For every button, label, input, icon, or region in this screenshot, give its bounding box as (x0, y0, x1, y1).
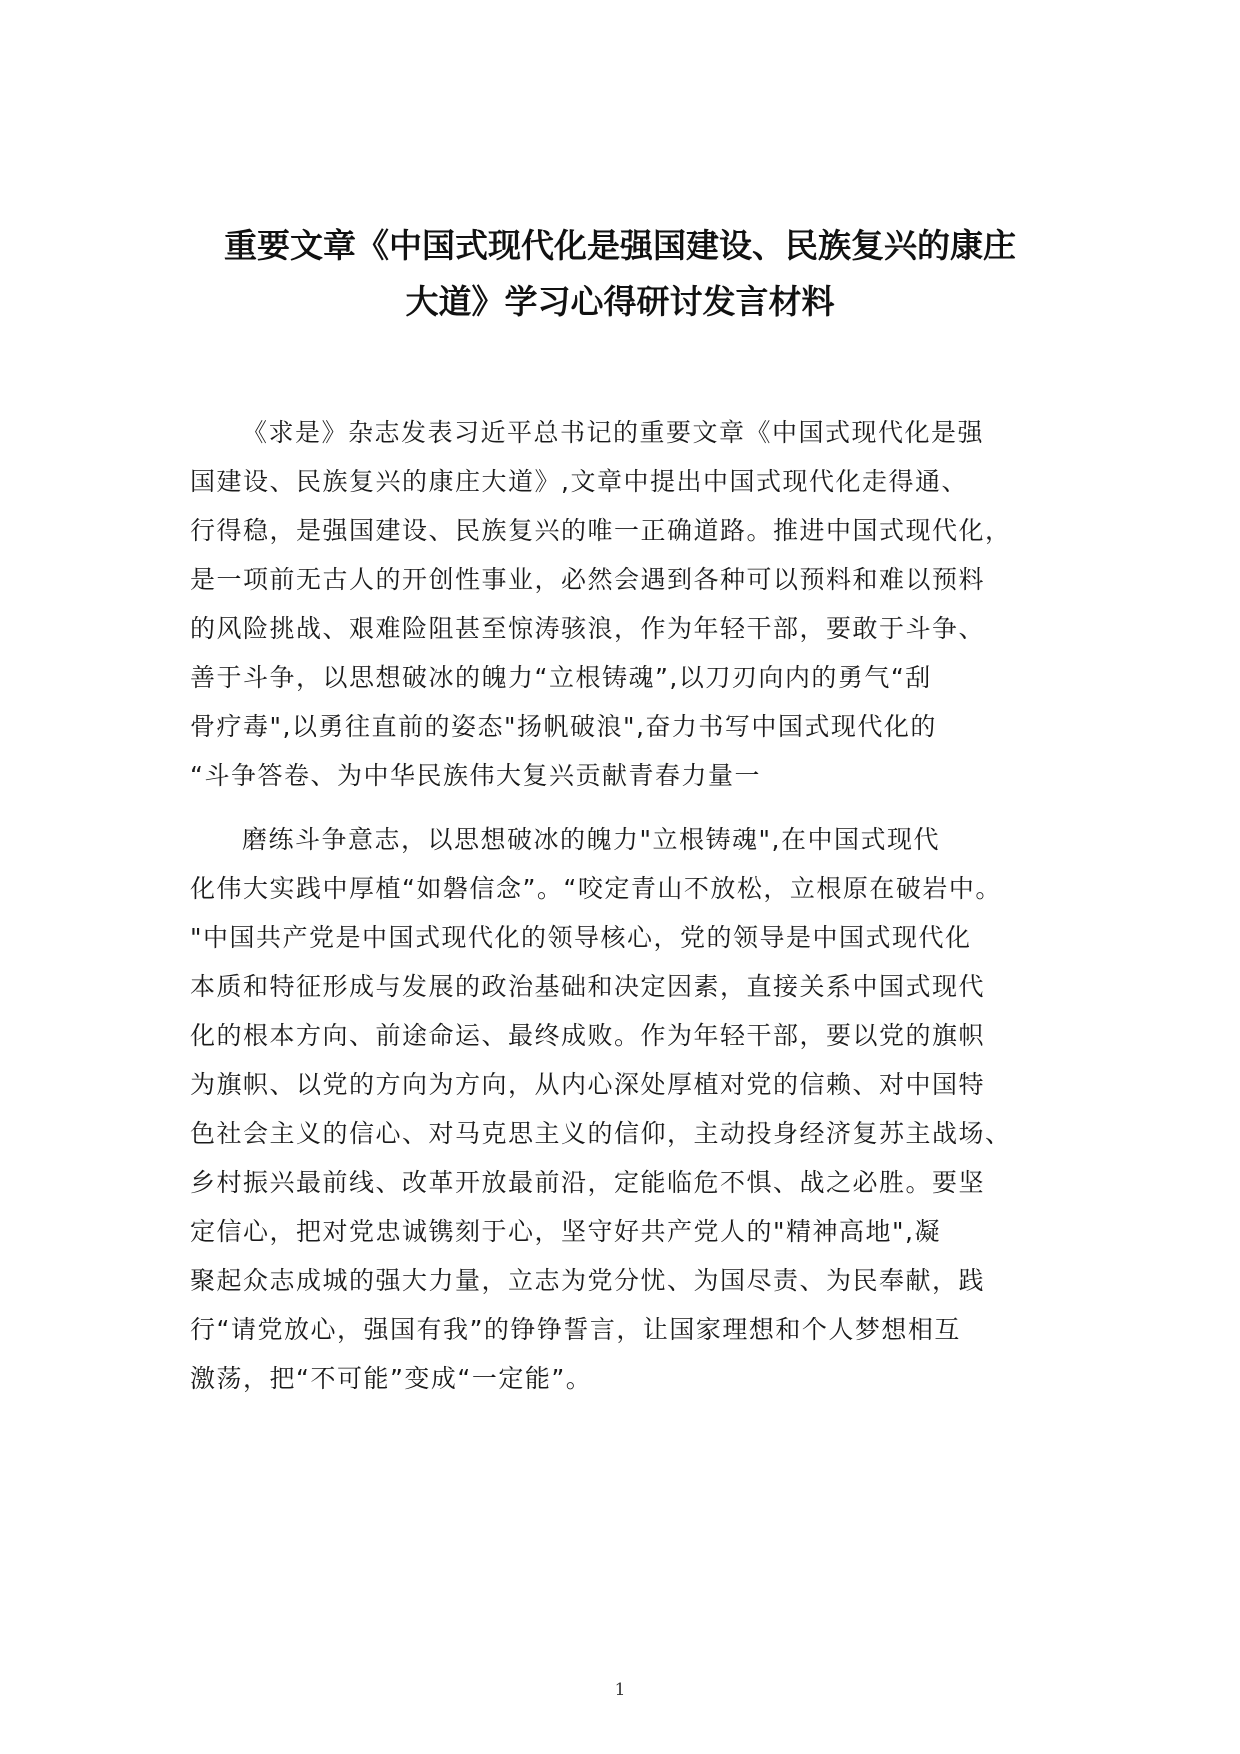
title-line: 大道》学习心得研讨发言材料 (405, 282, 835, 321)
text-line: 善于斗争，以思想破冰的魄力“立根铸魂”,以刀刃向内的勇气“刮 (190, 663, 932, 692)
text-line: 骨疗毒",以勇往直前的姿态"扬帆破浪",奋力书写中国式现代化的 (190, 712, 937, 741)
text-line: 为旗帜、以党的方向为方向，从内心深处厚植对党的信赖、对中国特 (190, 1070, 986, 1099)
text-line: 化伟大实践中厚植“如磐信念”。“咬定青山不放松，立根原在破岩中。 (190, 874, 1002, 903)
text-line: 定信心，把对党忠诚镌刻于心，坚守好共产党人的"精神高地",凝 (190, 1217, 941, 1246)
text-line: 的风险挑战、艰难险阻甚至惊涛骇浪，作为年轻干部，要敢于斗争、 (190, 614, 986, 643)
paragraph-2 (190, 815, 1050, 1403)
text-line: 磨练斗争意志，以思想破冰的魄力"立根铸魂",在中国式现代 (242, 825, 940, 854)
text-line: 《求是》杂志发表习近平总书记的重要文章《中国式现代化是强 (242, 418, 985, 447)
text-line: 行得稳，是强国建设、民族复兴的唯一正确道路。推进中国式现代化， (190, 516, 1012, 545)
text-line: 色社会主义的信心、对马克思主义的信仰，主动投身经济复苏主战场、 (190, 1119, 1012, 1148)
title-line: 重要文章《中国式现代化是强国建设、民族复兴的康庄 (224, 226, 1016, 265)
text-line: 激荡，把“不可能”变成“一定能”。 (190, 1364, 593, 1393)
text-line: 本质和特征形成与发展的政治基础和决定因素，直接关系中国式现代 (190, 972, 986, 1001)
text-line: “斗争答卷、为中华民族伟大复兴贡献青春力量一 (190, 761, 761, 790)
text-line: 乡村振兴最前线、改革开放最前沿，定能临危不惧、战之必胜。要坚 (190, 1168, 986, 1197)
page-number: 1 (614, 1680, 626, 1700)
text-line: 国建设、民族复兴的康庄大道》,文章中提出中国式现代化走得通、 (190, 467, 968, 496)
text-line: 化的根本方向、前途命运、最终成败。作为年轻干部，要以党的旗帜 (190, 1021, 986, 1050)
document-title (150, 218, 1090, 330)
text-line: 聚起众志成城的强大力量，立志为党分忧、为国尽责、为民奉献，践 (190, 1266, 986, 1295)
text-line: 是一项前无古人的开创性事业，必然会遇到各种可以预料和难以预料 (190, 565, 986, 594)
text-line: 行“请党放心，强国有我”的铮铮誓言，让国家理想和个人梦想相互 (190, 1315, 961, 1344)
text-line: "中国共产党是中国式现代化的领导核心，党的领导是中国式现代化 (190, 923, 972, 952)
paragraph-1 (190, 408, 1050, 800)
document-body (190, 408, 1050, 1418)
